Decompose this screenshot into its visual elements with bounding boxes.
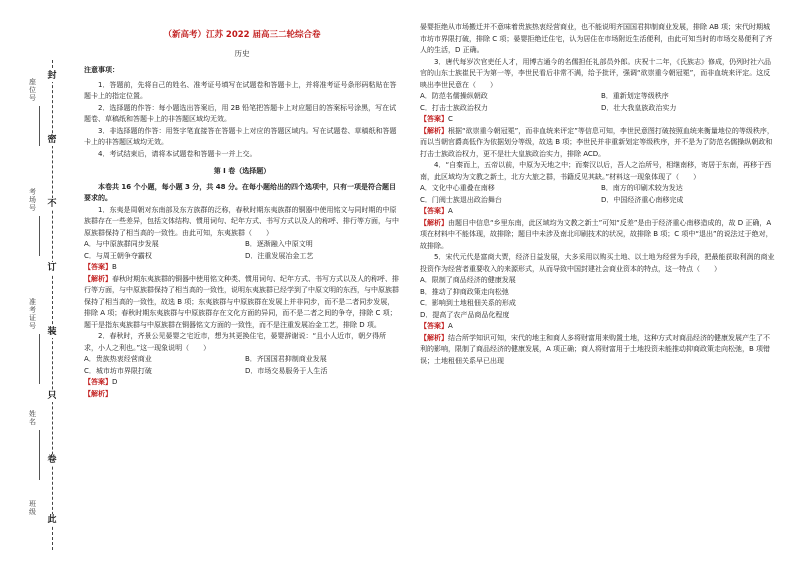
option: D．注重发展冶金工艺 (245, 251, 314, 260)
question-4-options (420, 183, 776, 206)
answer-value: C (448, 115, 453, 123)
note-item: 1．答题前，先将自己的姓名、准考证号填写在试题卷和答题卡上，并将准考证号条形码粘贴在答题卡上的指定位置。 (84, 80, 397, 100)
analysis-text: 结合所学知识可知，宋代的地主和商人多将财富用来购置土地，这种方式对商品经济的健康发展产生了不利的影响，限制了商品经济的健康发展，A 项正确；商人将财富用于土地投资未能推动抑商政策走向松弛，B 项错误；土地租佃关系早已出现 (420, 333, 771, 365)
note-item: 4．考试结束后，请将本试题卷和答题卡一并上交。 (98, 149, 257, 158)
answer-tag: 【答案】 (420, 322, 448, 330)
binding-char: 不 (47, 199, 57, 209)
option: A．防范名儒操纵朝政 (420, 92, 488, 100)
question-5-stem: 5．宋代元代是富商大贾，经济日益发展，大多采用以购买土地、以土地为经营为手段，把最能获取利润的商业投资作为经营者重要收入的来源形式，从而导致中国封建社会商业资本的特点，这一特点（ ） (420, 253, 775, 273)
exam-title: （新高考）江苏 2022 届高三二轮综合卷 (163, 30, 321, 40)
seat-number-label: 座位号 (29, 78, 36, 102)
exam-room-line (39, 216, 40, 256)
exam-room-label: 考场号 (29, 188, 36, 212)
option: B．推动了抑商政策走向松弛 (420, 287, 509, 296)
subject-label: 历史 (234, 48, 250, 58)
binding-margin (22, 60, 78, 550)
answer-value: D (112, 378, 118, 386)
name-label: 姓名 (29, 410, 36, 426)
analysis-text: 春秋时期东夷族群的铜器中使用铭文种类、惯用词句、纪年方式、书写方式以及人的称呼、排行等方面，与中原族群保持了相当高的一致性，说明东夷族群已经学到了中原文明的东西，与中原族群保持了相当高的一致性，故选 B 项；东夷族群与中原族群在发展上并非同步，而不是二者同步发展，排除 A 项；春秋时期东夷族群与中原族群存在文化方面的异同，而不是二者之间的争夺，排除 C 项；题干是指东夷族群与中原族群在铜器铭文方面的一致性，而不是注重发展冶金工艺，排除 D 项。 (84, 274, 399, 329)
answer-value: B (112, 263, 117, 271)
question-4-stem: 4．“自秦而上，五帝以前，中原为天地之中；而秦汉以后，吾人之治所号，相继南移，寄居于东南，再移于西南，此区域均为文教之新土，北方大旅之群，书籍反见其缺。”材料这一现象体现了（ ） (420, 161, 772, 181)
seat-number-line (39, 106, 40, 146)
question-2-analysis-start (84, 389, 400, 401)
answer-tag: 【答案】 (420, 115, 448, 123)
binding-char: 此 (47, 515, 57, 525)
option: B．重新划定等级秩序 (601, 92, 669, 100)
option: C．影响到土地租佃关系的形成 (420, 299, 516, 307)
question-2-stem: 2．春秋时，齐景公见晏婴之宅近市，想为其更换住宅，晏婴辞谢说：“且小人近市，朝夕得所求，小人之利也。”这一现象说明（ ） (84, 332, 387, 352)
option: A．与中原族群同步发展 (84, 240, 159, 248)
answer-value: A (448, 207, 453, 215)
section-title: 第 I 卷（选择题） (213, 167, 271, 175)
option: D．中国经济重心南移完成 (601, 195, 684, 204)
option: B．南方的印刷术较为发达 (601, 184, 683, 192)
binding-char: 封 (47, 71, 57, 81)
analysis-tag: 【解析】 (420, 333, 448, 342)
question-3-analysis (420, 126, 776, 161)
option: B．齐国国君抑制商业发展 (245, 355, 327, 363)
question-1-analysis (84, 274, 400, 332)
answer-tag: 【答案】 (84, 263, 112, 271)
question-2-analysis: 晏婴拒绝从市场搬迁并不意味着贵族热衷经营商业，也不能说明齐国国君抑制商业发展，排除 AB 项；宋代时期城市坊市界限打破，排除 C 项；晏婴拒绝迁住宅，认为居住在市场附近生活便利，由此可知当时的市场交易便利了齐人的生活，D 正确。 (420, 23, 773, 54)
binding-char: 装 (47, 327, 57, 337)
question-4-analysis (420, 218, 776, 253)
option: C．城市坊市界限打破 (84, 366, 152, 375)
question-3-options (420, 91, 776, 114)
notes-heading: 注意事项： (84, 66, 119, 74)
binding-char: 卷 (47, 455, 57, 465)
analysis-tag: 【解析】 (84, 389, 112, 398)
note-item: 2．选择题的作答：每小题选出答案后，用 2B 铅笔把答题卡上对应题目的答案标号涂黑，写在试题卷、草稿纸和答题卡上的非答题区域均无效。 (84, 103, 397, 123)
analysis-tag: 【解析】 (84, 274, 112, 283)
option: D．壮大我皇族政治实力 (601, 103, 677, 112)
binding-char: 订 (47, 263, 57, 273)
question-1-options (84, 239, 400, 262)
analysis-tag: 【解析】 (420, 218, 448, 227)
question-4-answer (420, 206, 776, 218)
option: C．打击士族政治权力 (420, 103, 488, 112)
option: B．逐渐融入中原文明 (245, 240, 313, 248)
question-1-answer (84, 262, 400, 274)
option: A．限制了商品经济的健康发展 (420, 276, 516, 284)
analysis-text: 由题目中信息“乡里东南，此区域均为文教之新土”可知“反差”是由于经济重心南移造成的，故 D 正确，A 项在材料中不能体现，故排除；题目中未涉及南北印刷技术的状况，故排除 B 项；C 项中“退出”的说法过于绝对，故排除。 (420, 218, 773, 250)
option: C．门阀士族退出政治舞台 (420, 195, 502, 204)
question-5-answer (420, 321, 776, 333)
question-3-answer (420, 114, 776, 126)
section-instruction: 本卷共 16 个小题，每小题 3 分，共 48 分。在每小题给出的四个选项中，只有一项是符合题目要求的。 (84, 182, 396, 202)
question-1-stem: 1．东夷是周朝对东南部及东方族群的泛称，春秋时期东夷族群的铜器中使用铭文与同时期的中原族群存在一些差异，包括文体结构、惯用词句、纪年方式、书写方式以及人的称呼、排行等方面，与中原族群保持了相当高的一致性。由此可知，东夷族群（ ） (84, 205, 399, 237)
binding-char: 只 (47, 391, 57, 401)
answer-value: A (448, 322, 453, 330)
ticket-number-line (39, 334, 40, 384)
right-column (420, 22, 776, 367)
option: D．提高了农产品商品化程度 (420, 310, 510, 319)
answer-tag: 【答案】 (84, 378, 112, 386)
ticket-number-label: 准考证号 (29, 298, 36, 330)
binding-char: 密 (47, 135, 57, 145)
analysis-text: 根据“欲崇重今朝冠冕”，而非血统来评定”等信息可知，李世民意图打破按照血统来衡量地位的等级秩序，而以当朝官爵高低作为依据划分等级，故选 B 项；李世民并非重新划定等级秩序，并不是为了防范名儒操纵朝政和打击士族政治权力，更不是壮大皇族政治实力，排除 ACD。 (420, 126, 774, 158)
question-3-stem: 3．唐代每岁次官吏任人才，用博古通今的名儒担任礼部员外郎。庆祝十二年，《氏族志》修成，仍列时社六品官的山东士族崔民干为第一等，李世民看后非常不满，给予批评，强调“欲崇重今朝冠冕”，而非血统来评定。这反映出李世民意在（ ） (420, 57, 771, 89)
option: D．市场交易服务于人生活 (245, 366, 328, 375)
option: A．贵族热衷经营商业 (84, 355, 152, 363)
option: A．文化中心重叠在南移 (420, 184, 495, 192)
analysis-tag: 【解析】 (420, 126, 448, 135)
note-item: 3．非选择题的作答：用签字笔直接答在答题卡上对应的答题区域内。写在试题卷、草稿纸和答题卡上的非答题区域均无效。 (84, 126, 397, 146)
question-2-options (84, 354, 400, 377)
answer-tag: 【答案】 (420, 207, 448, 215)
name-line (39, 430, 40, 480)
class-label: 班级 (29, 500, 36, 516)
left-column (84, 30, 400, 400)
option: C．与周王朝争夺霸权 (84, 251, 152, 260)
question-2-answer (84, 377, 400, 389)
question-5-analysis (420, 333, 776, 368)
